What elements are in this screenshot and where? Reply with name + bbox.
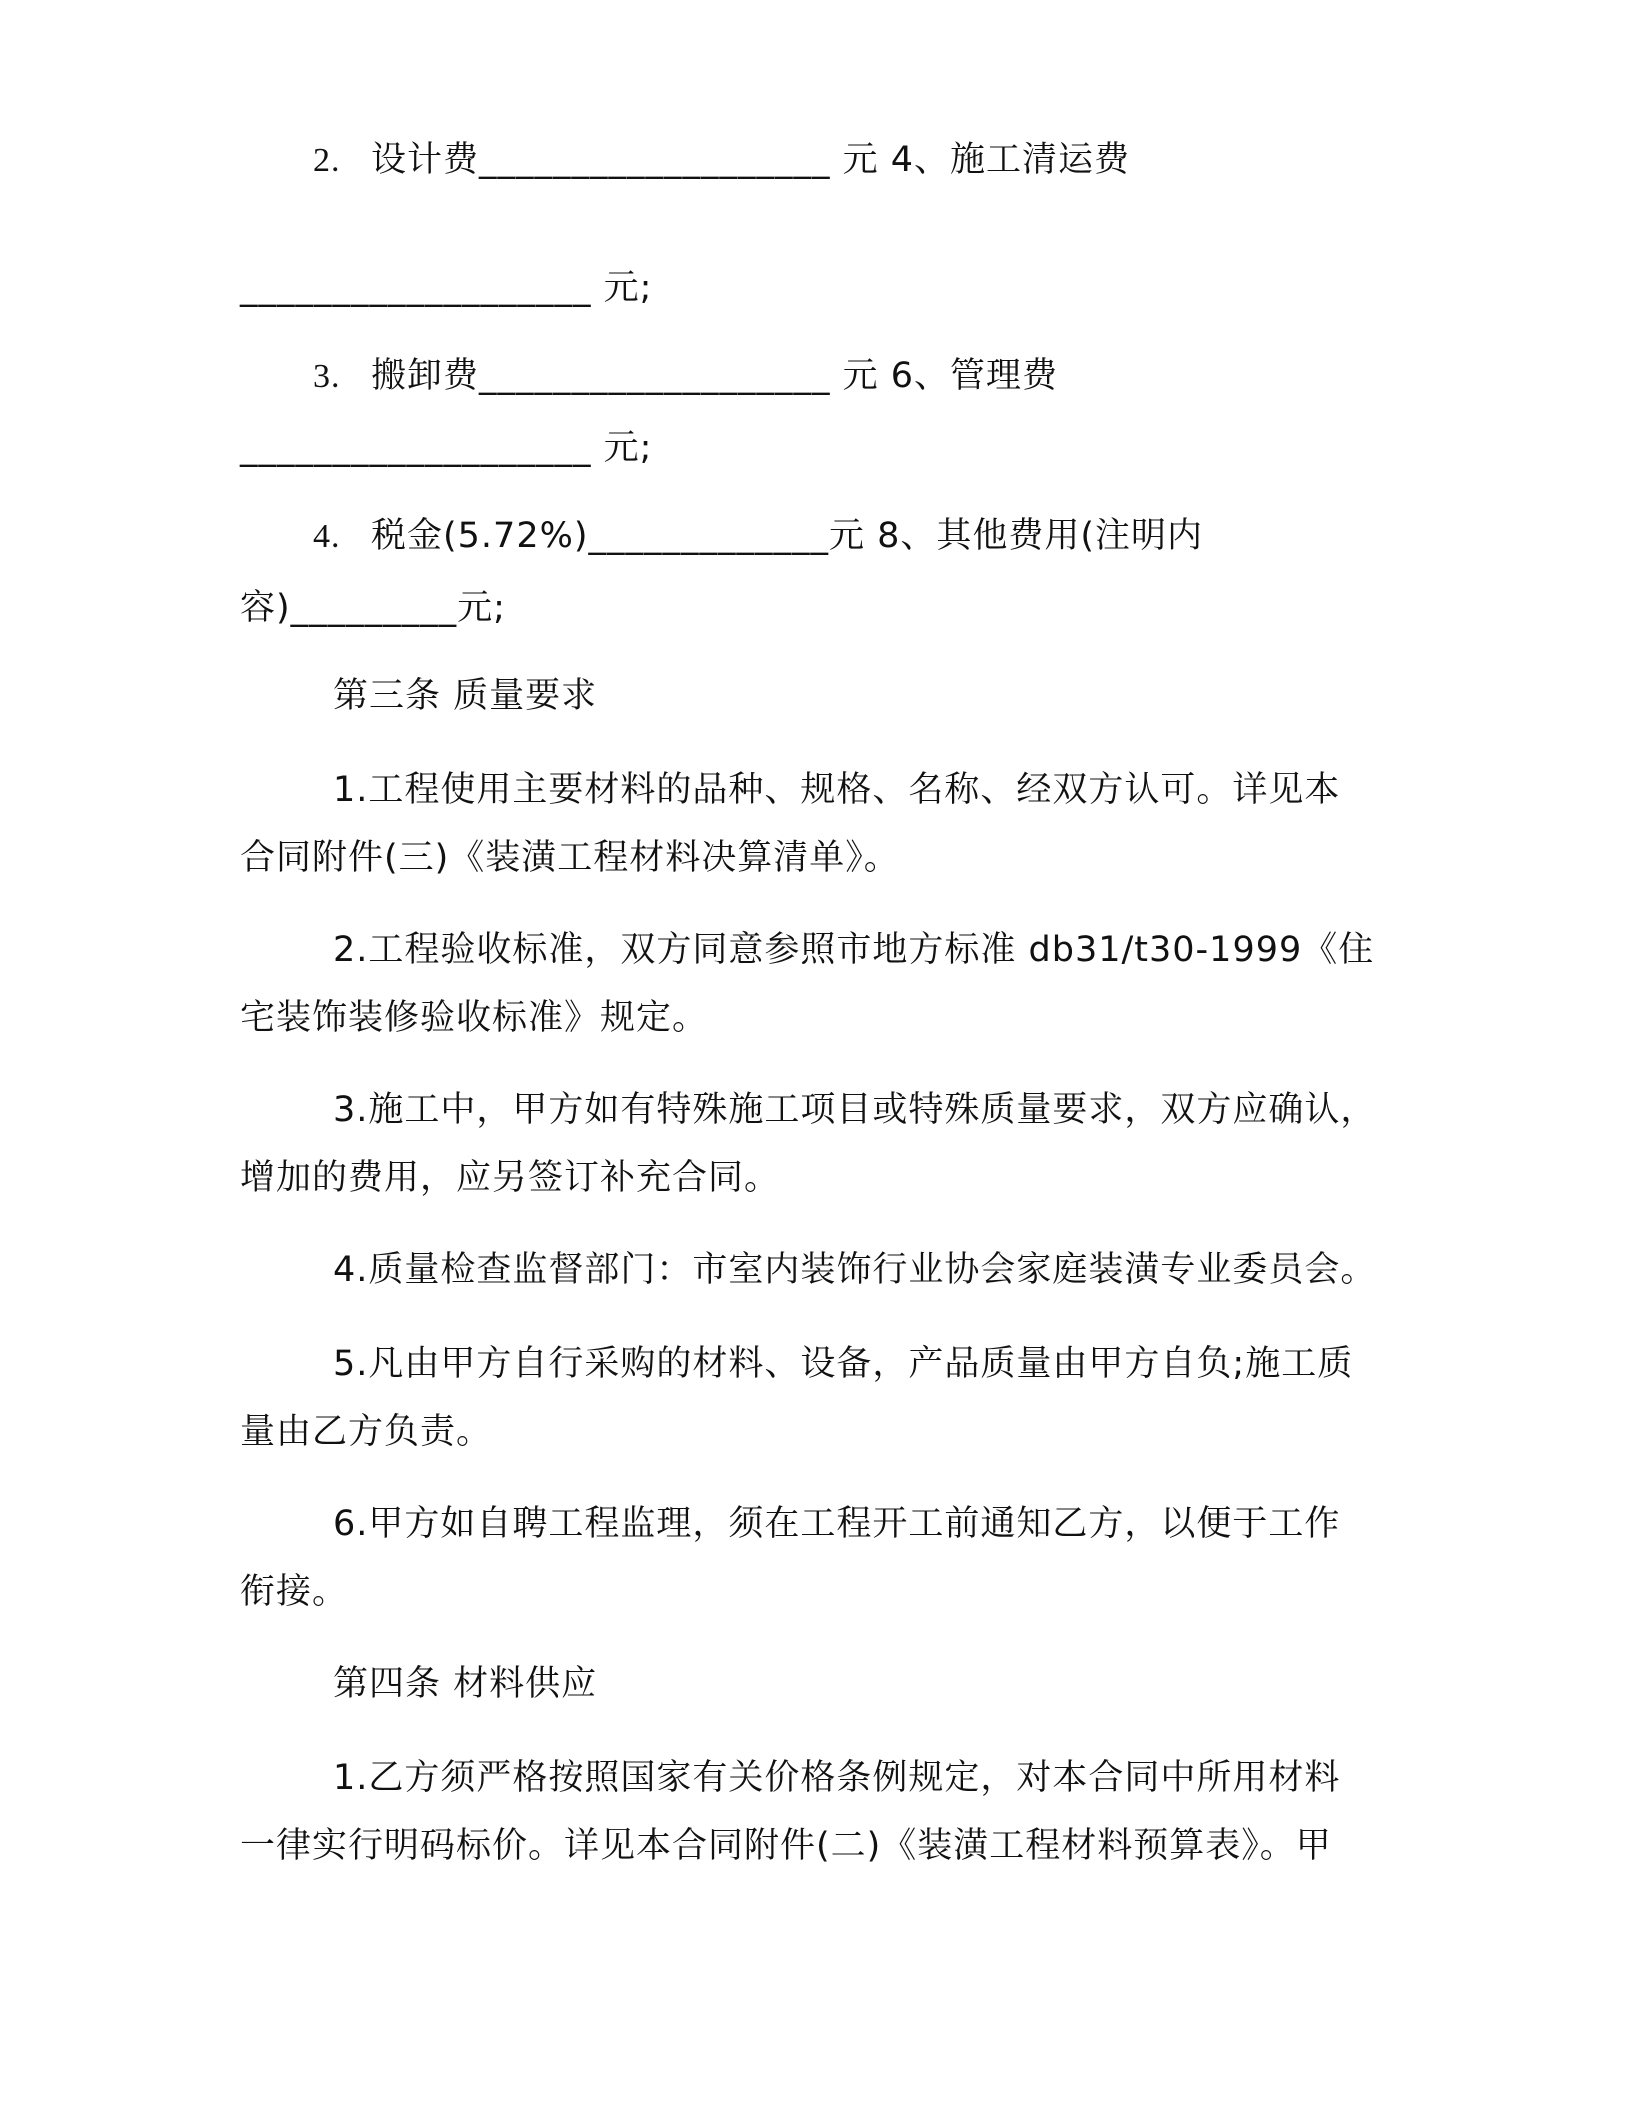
fee-item-3-line-2: ___________________ 元; <box>240 428 653 468</box>
fee-item-4-text: 税金(5.72%)_____________元 8、其他费用(注明内 <box>371 516 1204 556</box>
article-3-clause-6-line-2: 衔接。 <box>240 1572 349 1612</box>
article-3-clause-4-line-1: 4.质量检查监督部门：市室内装饰行业协会家庭装潢专业委员会。 <box>333 1250 1377 1290</box>
article-3-clause-2-line-2: 宅装饰装修验收标准》规定。 <box>240 998 709 1038</box>
fee-item-2-line-1 <box>313 136 1130 185</box>
fee-item-3-text: 搬卸费___________________ 元 6、管理费 <box>371 356 1059 396</box>
fee-item-4-line-1 <box>313 512 1203 561</box>
article-4-heading: 第四条 材料供应 <box>333 1664 598 1704</box>
fee-item-4-number: 4. <box>313 518 341 555</box>
article-3-clause-5-line-1: 5.凡由甲方自行采购的材料、设备，产品质量由甲方自负;施工质 <box>333 1344 1354 1384</box>
article-4-clause-1-line-2: 一律实行明码标价。详见本合同附件(二)《装潢工程材料预算表》。甲 <box>240 1826 1332 1866</box>
article-3-heading: 第三条 质量要求 <box>333 676 598 716</box>
fee-item-2-text: 设计费___________________ 元 4、施工清运费 <box>371 140 1131 180</box>
article-4-clause-1-line-1: 1.乙方须严格按照国家有关价格条例规定，对本合同中所用材料 <box>333 1758 1341 1798</box>
article-3-clause-1-line-2: 合同附件(三)《装潢工程材料决算清单》。 <box>240 838 900 878</box>
fee-item-2-number: 2. <box>313 142 341 179</box>
article-3-clause-2-line-1: 2.工程验收标准，双方同意参照市地方标准 db31/t30-1999《住 <box>333 930 1375 970</box>
fee-item-3-number: 3. <box>313 358 341 395</box>
article-3-clause-3-line-1: 3.施工中，甲方如有特殊施工项目或特殊质量要求，双方应确认， <box>333 1090 1377 1130</box>
fee-item-2-line-2: ___________________ 元; <box>240 268 653 308</box>
article-3-clause-3-line-2: 增加的费用，应另签订补充合同。 <box>240 1158 781 1198</box>
article-3-clause-5-line-2: 量由乙方负责。 <box>240 1412 493 1452</box>
article-3-clause-1-line-1: 1.工程使用主要材料的品种、规格、名称、经双方认可。详见本 <box>333 770 1341 810</box>
fee-item-4-line-2: 容)_________元; <box>240 588 506 628</box>
article-3-clause-6-line-1: 6.甲方如自聘工程监理，须在工程开工前通知乙方，以便于工作 <box>333 1504 1341 1544</box>
fee-item-3-line-1 <box>313 352 1058 401</box>
